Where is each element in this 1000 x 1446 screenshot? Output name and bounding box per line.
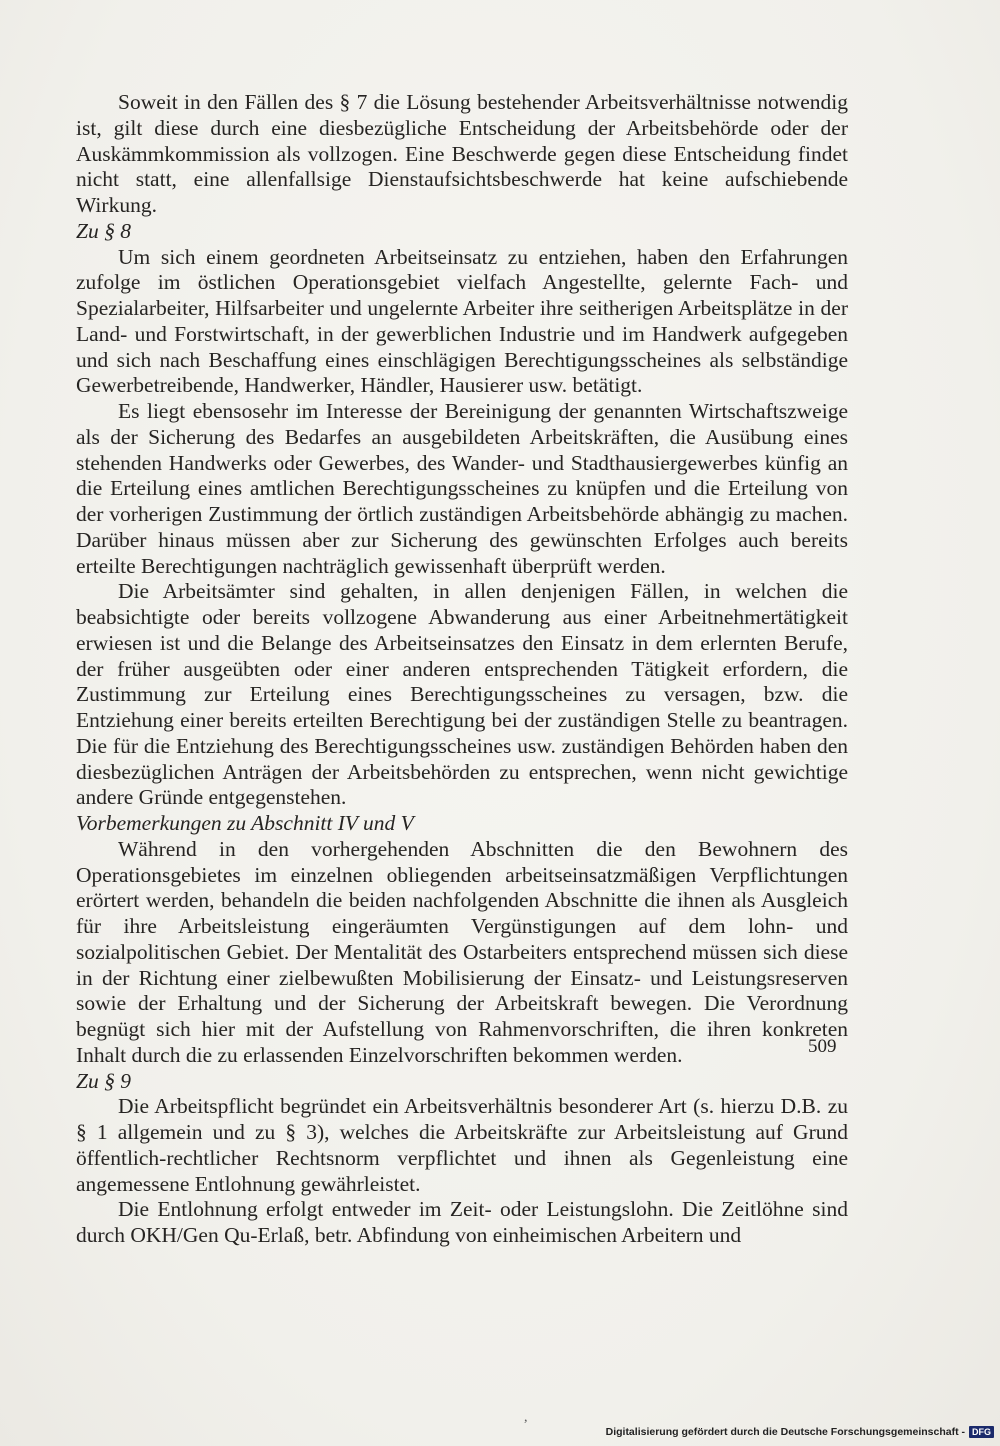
document-body [76, 90, 848, 1249]
paragraph: Die Arbeitspflicht begründet ein Arbeitsverhältnis besonderer Art (s. hierzu D.B. zu § 1 allgemein und zu § 3), welches die Arbeitskräfte zur Arbeitsleistung auf Grund öffentlich-rechtlicher Rechtsnorm verpflichtet und ihnen als Gegenleistung eine angemessene Entlohnung gewährleistet. [76, 1094, 848, 1196]
paragraph: Während in den vorhergehenden Abschnitten die den Bewohnern des Operationsgebietes im einzelnen obliegenden arbeitseinsatzmäßigen Verpflichtungen erörtert werden, behandeln die beiden nachfolgenden Abschnitte die ihnen als Ausgleich für ihre Arbeitsleistung eingeräumten Vergünstigungen auf dem lohn- und sozialpolitischen Gebiet. Der Mentalität des Ostarbeiters entsprechend müssen sich diese in der Richtung einer zielbewußten Mobilisierung der Einsatz- und Leistungsreserven sowie der Erhaltung und der Sicherung der Arbeitskraft bewegen. Die Verordnung begnügt sich hier mit der Aufstellung von Rahmenvorschriften, die ihren konkreten Inhalt durch die zu erlassenden Einzelvorschriften bekommen werden. [76, 836, 848, 1067]
paragraph: Soweit in den Fällen des § 7 die Lösung bestehender Arbeitsverhältnisse notwendig ist, gilt diese durch eine diesbezügliche Entscheidung der Arbeitsbehörde oder der Auskämmkommission als vollzogen. Eine Beschwerde gegen diese Entscheidung findet nicht statt, eine allenfallsige Dienstaufsichtsbeschwerde hat keine aufschiebende Wirkung. [76, 90, 848, 217]
paragraph: Um sich einem geordneten Arbeitseinsatz zu entziehen, haben den Erfahrungen zufolge im östlichen Operationsgebiet vielfach Angestellte, gelernte Fach- und Spezialarbeiter, Hilfsarbeiter und ungelernte Arbeiter ihre seitherigen Arbeitsplätze in der Land- und Forstwirtschaft, in der gewerblichen Industrie und im Handwerk aufgegeben und sich nach Beschaffung eines einschlägigen Berechtigungsscheines als selbständige Gewerbetreibende, Handwerker, Händler, Hausierer usw. betätigt. [76, 244, 848, 398]
scan-speck: , [524, 1410, 528, 1425]
dfg-logo: DFG [969, 1426, 994, 1438]
section-heading: Zu § 8 [76, 218, 131, 243]
section-heading: Zu § 9 [76, 1068, 131, 1093]
page-number: 509 [808, 1036, 837, 1057]
digitization-footer [606, 1426, 994, 1438]
section-heading: Vorbemerkungen zu Abschnitt IV und V [76, 811, 414, 835]
paragraph: Es liegt ebensosehr im Interesse der Bereinigung der genannten Wirtschaftszweige als der Sicherung des Bedarfes an ausgebildeten Arbeitskräften, die Ausübung eines stehenden Handwerks oder Gewerbes, des Wander- und Stadthausiergewerbes künfig an die Erteilung eines amtlichen Berechtigungsscheines zu knüpfen und die Erteilung von der vorherigen Zustimmung der örtlich zuständigen Arbeitsbehörde abhängig zu machen. Darüber hinaus müssen aber zur Sicherung des gewünschten Erfolges auch bereits erteilte Berechtigungen nachträglich gewissenhaft überprüft werden. [76, 399, 848, 578]
footer-credit-text: Digitalisierung gefördert durch die Deutsche Forschungsgemeinschaft - [605, 1426, 965, 1438]
paragraph: Die Arbeitsämter sind gehalten, in allen denjenigen Fällen, in welchen die beabsichtigte oder bereits vollzogene Abwanderung aus einer Arbeitnehmertätigkeit erwiesen ist und die Belange des Arbeitseinsatzes den Einsatz in dem erlernten Berufe, der früher ausgeübten oder einer anderen entsprechenden Tätigkeit erfordern, die Zustimmung zur Erteilung eines Berechtigungsscheines zu versagen, bzw. die Entziehung einer bereits erteilten Berechtigung bei der zuständigen Stelle zu beantragen. Die für die Entziehung des Berechtigungsscheines usw. zuständigen Behörden haben den diesbezüglichen Anträgen der Arbeitsbehörden zu entsprechen, wenn nicht gewichtige andere Gründe entgegenstehen. [76, 579, 848, 810]
paragraph: Die Entlohnung erfolgt entweder im Zeit- oder Leistungslohn. Die Zeitlöhne sind durch OKH/Gen Qu-Erlaß, betr. Abfindung von einheimischen Arbeitern und [76, 1197, 848, 1247]
